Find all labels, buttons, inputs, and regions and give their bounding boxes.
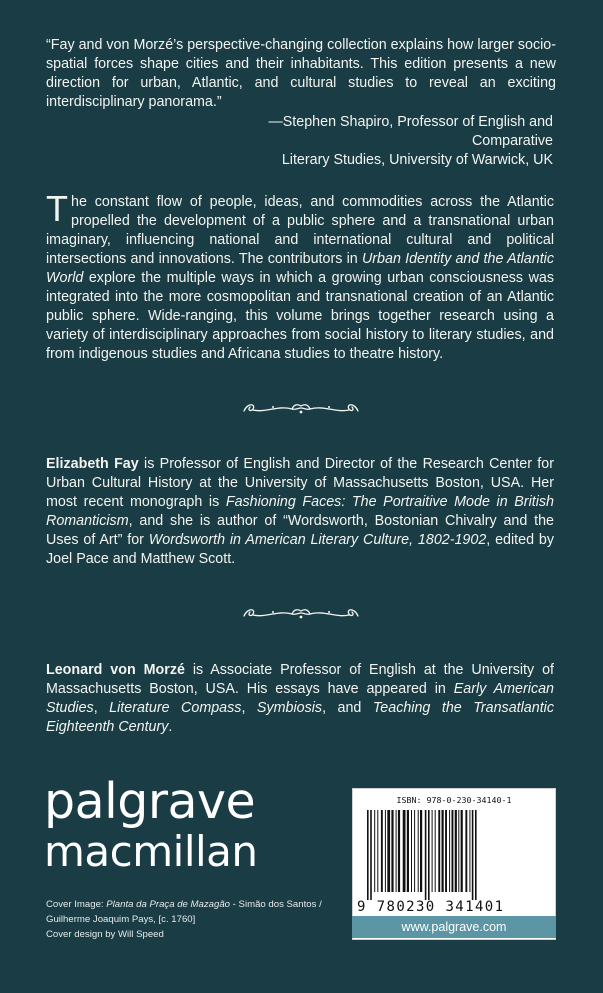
attribution-line-2: Literary Studies, University of Warwick, UK — [281, 152, 553, 168]
barcode-bar — [370, 810, 372, 900]
cover-image-title: Planta da Praça de Mazagão — [106, 899, 231, 910]
work-title: Wordsworth in American Literary Culture, 1802-1902 — [148, 532, 487, 548]
barcode-bar — [403, 810, 406, 892]
publisher-website[interactable]: www.palgrave.com — [352, 916, 556, 938]
drop-cap: T — [46, 188, 68, 229]
barcode-bar — [435, 810, 436, 892]
barcode-bar — [445, 810, 447, 892]
editor-bio-von-morze — [46, 661, 554, 737]
bio-text: is Professor of English and Director of the Research Center for Urban Cultural History at the University of Massachusetts Boston, USA. Her most recent monograph is — [46, 456, 554, 510]
quote-attribution — [223, 113, 553, 170]
barcode-bar — [425, 810, 427, 900]
ornament-divider-icon — [242, 603, 360, 623]
barcode-bar — [385, 810, 386, 892]
journal-title: Early American Studies — [46, 681, 554, 716]
description-part-2: explore the multiple ways in which a growing urban consciousness was integrated into the more cosmopolitan and transnational creation of an Atlantic public sphere. Wide-ranging, this volume brings together research using a variety of interdisciplinary approaches from social history to literary studies, and from indigenous studies and Africana studies to theatre history. — [46, 270, 554, 362]
logo-line-palgrave: palgrave — [44, 773, 256, 830]
barcode-bar — [391, 810, 393, 892]
barcode-bar — [442, 810, 444, 892]
barcode-bar — [458, 810, 459, 892]
cover-design-credit: Cover design by Will Speed — [46, 929, 164, 940]
journal-title: Teaching the Transatlantic Eighteenth Century — [46, 700, 555, 735]
cover-image-credit — [46, 897, 346, 912]
journal-title: Symbiosis — [256, 700, 323, 716]
barcode-bar — [428, 810, 430, 900]
barcode-bar — [432, 810, 433, 892]
barcode-bar — [465, 810, 467, 892]
editor-bio-fay — [46, 455, 554, 569]
barcode-bar — [387, 810, 390, 892]
barcode-bars — [367, 810, 543, 900]
barcode-bar — [469, 810, 470, 892]
book-title: Urban Identity and the Atlantic World — [46, 251, 554, 286]
barcode-bar — [475, 810, 477, 900]
bio-text: is Associate Professor of English at the University of Massachusetts Boston, USA. His essays have appeared in — [46, 662, 554, 697]
barcode-bar — [398, 810, 400, 892]
cover-credits — [46, 897, 346, 942]
barcode-bar — [472, 810, 474, 900]
description-part-1: he constant flow of people, ideas, and commodities across the Atlantic propelled the development of a public sphere and a transnational urban imaginary, influencing national and international cultural and political intersections and innovations. The contributors in — [46, 194, 554, 267]
barcode-bar — [407, 810, 409, 892]
attribution-line-1: —Stephen Shapiro, Professor of English and Comparative — [268, 114, 553, 149]
bio-text: . — [168, 719, 173, 735]
barcode-bar — [418, 810, 419, 892]
bio-text: , edited by Joel Pace and Matthew Scott. — [46, 532, 554, 567]
barcode-bar — [449, 810, 450, 892]
logo-line-macmillan: macmillan — [44, 827, 258, 876]
barcode-bar — [411, 810, 412, 892]
credit-label: Cover Image: — [46, 899, 107, 910]
barcode-bar — [396, 810, 397, 892]
bio-text: , and she is author of “Wordsworth, Bostonian Chivalry and the Uses of Art” for — [46, 513, 554, 548]
barcode-bar — [374, 810, 375, 892]
ornament-divider-icon — [242, 398, 360, 418]
isbn-label: ISBN: 978-0-230-34140-1 — [396, 795, 512, 805]
bio-text: , — [93, 700, 110, 716]
barcode-bar — [367, 810, 369, 900]
book-description — [46, 188, 554, 364]
barcode-bar — [381, 810, 383, 892]
work-title: Fashioning Faces: The Portraitive Mode in British Romanticism — [46, 494, 554, 529]
barcode-bar — [377, 810, 378, 892]
barcode-digits: 9 780230 341401 — [357, 899, 505, 915]
barcode-bar — [420, 810, 422, 892]
quote-text: “Fay and von Morzé’s perspective-changing collection explains how larger socio-spatial forces shape cities and their inhabitants. This edition presents a new direction for urban, Atlantic, and cultural studies to reveal an exciting interdisciplinary panorama.” — [46, 37, 556, 110]
credit-artists: - Simão dos Santos / — [230, 899, 322, 910]
publisher-logo — [44, 773, 258, 876]
endorsement-quote — [46, 36, 556, 112]
bio-text: , — [241, 700, 257, 716]
barcode-bar — [438, 810, 440, 892]
barcode-bar — [455, 810, 457, 892]
cover-image-credit-line-2: Guilherme Joaquim Pays, [c. 1760] — [46, 914, 196, 925]
editor-name: Elizabeth Fay — [46, 456, 139, 472]
journal-title: Literature Compass — [109, 700, 242, 716]
barcode-bar — [452, 810, 454, 892]
bio-text: , and — [322, 700, 373, 716]
barcode-bar — [461, 810, 463, 892]
barcode-bar — [414, 810, 415, 892]
editor-name: Leonard von Morzé — [46, 662, 185, 678]
